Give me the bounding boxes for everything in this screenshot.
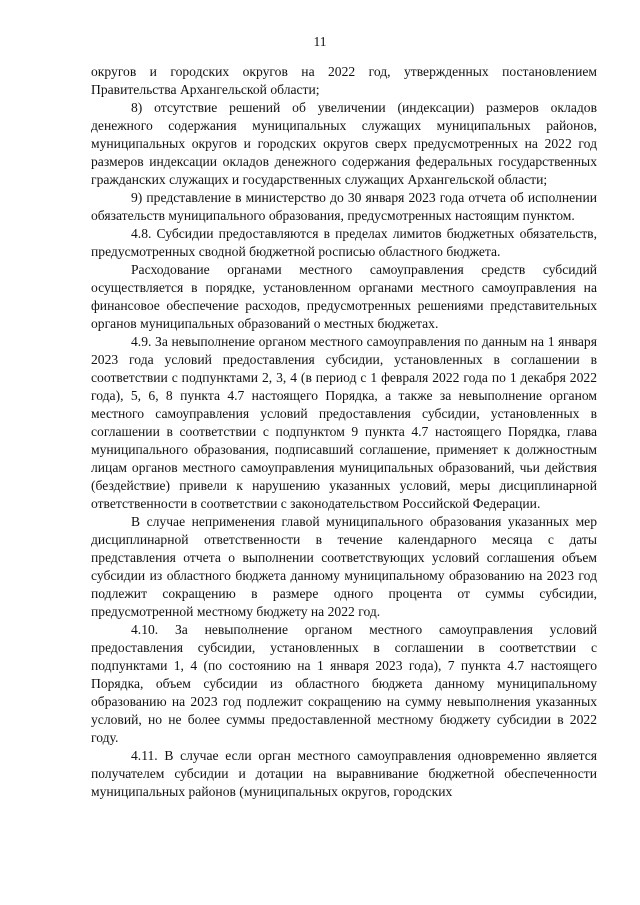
paragraph-continuation: округов и городских округов на 2022 год, утвержденных постановлением Правительства Архангельской области; xyxy=(91,64,597,97)
paragraph-non-application: В случае неприменения главой муниципального образования указанных мер дисциплинарной ответственности в течение календарного месяца с даты представления отчета о выполнении соответствующих условий соглашения объем субсидии из областного бюджета данному муниципальному образованию на 2023 год подлежит сокращению в размере одного процента от суммы субсидии, предусмотренной местному бюджету на 2022 год. xyxy=(91,514,597,619)
document-body xyxy=(91,63,597,801)
paragraph-expenditure: Расходование органами местного самоуправления средств субсидий осуществляется в порядке, установленном органами местного самоуправления на финансовое обеспечение расходов, предусмотренных решениями представительных органов муниципальных образований о местных бюджетах. xyxy=(91,262,597,331)
page-number: 11 xyxy=(313,34,327,49)
paragraph-4-8: 4.8. Субсидии предоставляются в пределах лимитов бюджетных обязательств, предусмотренных сводной бюджетной росписью областного бюджета. xyxy=(91,226,597,259)
paragraph-4-9: 4.9. За невыполнение органом местного самоуправления по данным на 1 января 2023 года условий предоставления субсидии, установленных в соглашении в соответствии с подпунктами 2, 3, 4 (в период с 1 февраля 2022 года по 1 декабря 2022 года), 5, 6, 8 пункта 4.7 настоящего Порядка, а также за невыполнение органом местного самоуправления условий предоставления субсидии, установленных в соглашении в соответствии с подпунктом 9 пункта 4.7 настоящего Порядка, глава муниципального образования, подписавший соглашение, применяет к должностным лицам органов местного самоуправления муниципальных образований, чьи действия (бездействие) привели к нарушению указанных условий, меры дисциплинарной ответственности в соответствии с законодательством Российской Федерации. xyxy=(91,334,597,511)
paragraph-item-9: 9) представление в министерство до 30 января 2023 года отчета об исполнении обязательств муниципального образования, предусмотренных настоящим пунктом. xyxy=(91,190,597,223)
paragraph-4-11: 4.11. В случае если орган местного самоуправления одновременно является получателем субсидии и дотации на выравнивание бюджетной обеспеченности муниципальных районов (муниципальных округов, городских xyxy=(91,748,597,799)
paragraph-item-8: 8) отсутствие решений об увеличении (индексации) размеров окладов денежного содержания муниципальных служащих муниципальных районов, муниципальных округов и городских округов сверх предусмотренных на 2022 год размеров индексации окладов денежного содержания федеральных государственных гражданских служащих и государственных служащих Архангельской области; xyxy=(91,100,597,187)
paragraph-4-10: 4.10. За невыполнение органом местного самоуправления условий предоставления субсидии, установленных в соглашении в соответствии с подпунктами 1, 4 (по состоянию на 1 января 2023 года), 7 пункта 4.7 настоящего Порядка, объем субсидии из областного бюджета данному муниципальному образованию на 2023 год подлежит сокращению на сумму невыполнения указанных условий, но не более суммы предоставленной местному бюджету субсидии в 2022 году. xyxy=(91,622,597,745)
